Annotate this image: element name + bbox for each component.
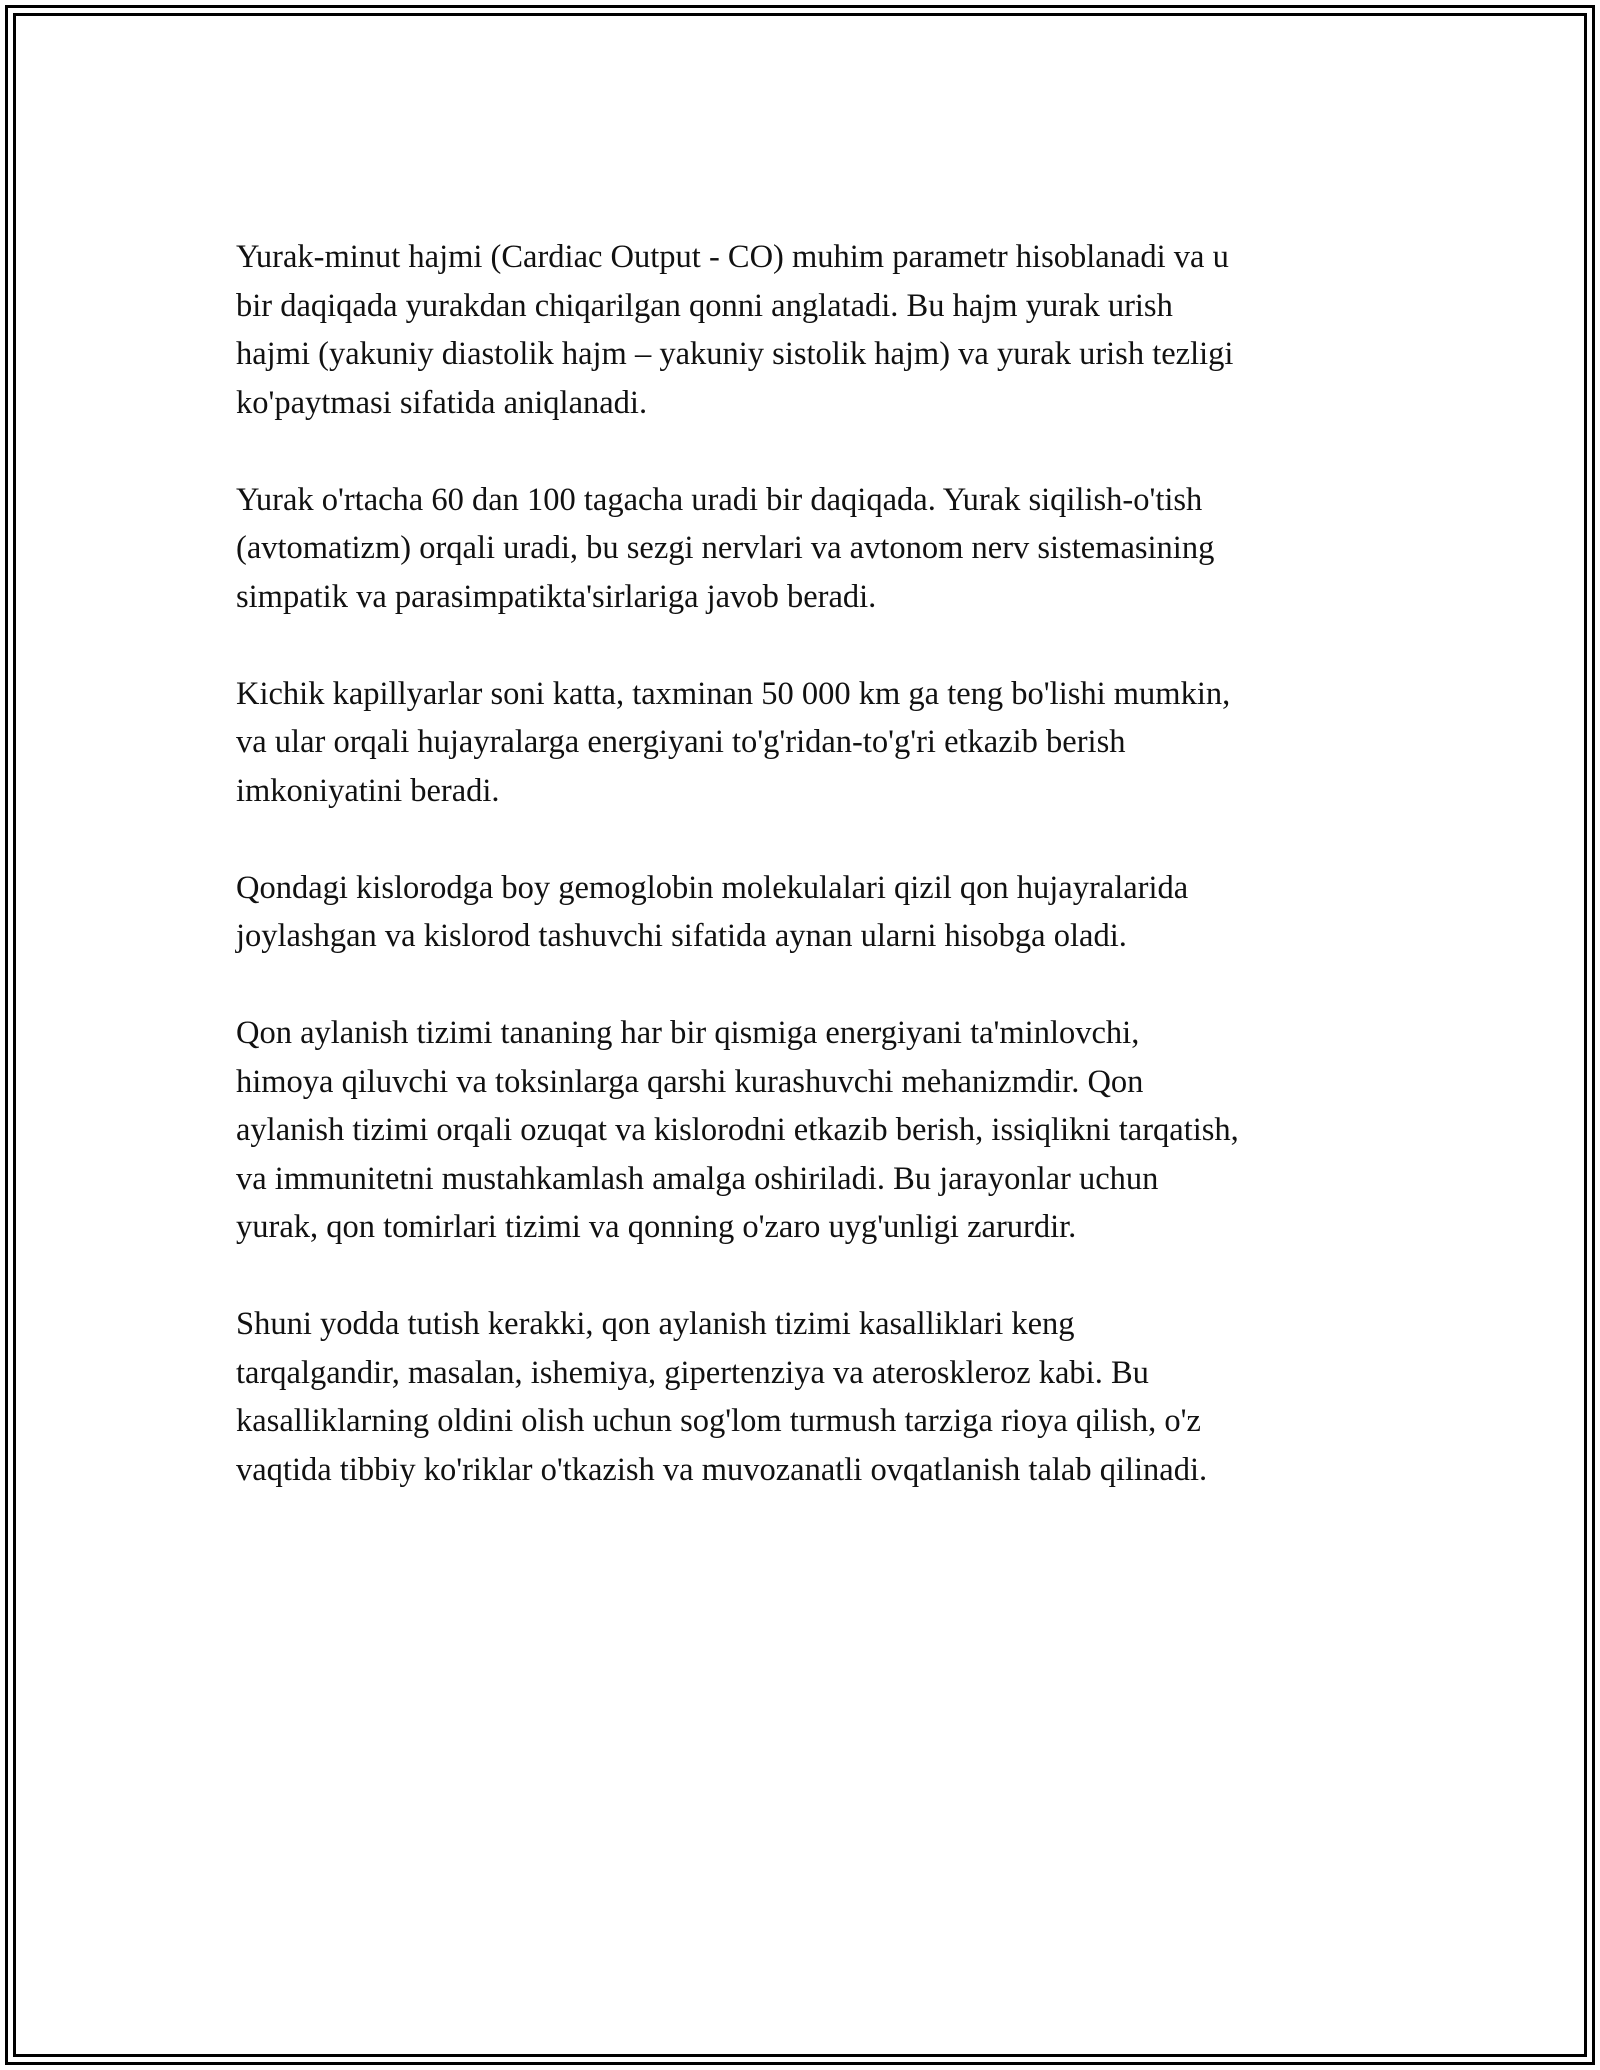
text-line: joylashgan va kislorod tashuvchi sifatida aynan ularni hisobga oladi. <box>236 918 1127 954</box>
text-line: kasalliklarning oldini olish uchun sog'lom turmush tarziga rioya qilish, o'z <box>236 1403 1201 1439</box>
text-line: va ular orqali hujayralarga energiyani to'g'ridan-to'g'ri etkazib berish <box>236 724 1126 760</box>
text-line: tarqalgandir, masalan, ishemiya, gipertenziya va ateroskleroz kabi. Bu <box>236 1354 1149 1391</box>
paragraph-hemoglobin <box>236 864 1386 961</box>
text-line: imkoniyatini beradi. <box>236 772 500 809</box>
text-line: himoya qiluvchi va toksinlarga qarshi kurashuvchi mehanizmdir. Qon <box>236 1063 1144 1100</box>
text-line: Yurak o'rtacha 60 dan 100 tagacha uradi bir daqiqada. Yurak siqilish-o'tish <box>236 481 1203 518</box>
text-line: simpatik va parasimpatikta'sirlariga javob beradi. <box>236 578 877 615</box>
text-line: va immunitetni mustahkamlash amalga oshiriladi. Bu jarayonlar uchun <box>236 1160 1159 1197</box>
paragraph-heart-rate <box>236 476 1386 622</box>
text-line: aylanish tizimi orqali ozuqat va kislorodni etkazib berish, issiqlikni tarqatish, <box>236 1112 1239 1148</box>
text-line: vaqtida tibbiy ko'riklar o'tkazish va muvozanatli ovqatlanish talab qilinadi. <box>236 1451 1208 1488</box>
text-line: Kichik kapillyarlar soni katta, taxminan 50 000 km ga teng bo'lishi mumkin, <box>236 675 1231 712</box>
text-line: Qondagi kislorodga boy gemoglobin molekulalari qizil qon hujayralarida <box>236 869 1189 906</box>
document-body <box>236 233 1386 1543</box>
paragraph-circulatory-system <box>236 1009 1386 1252</box>
text-line: (avtomatizm) orqali uradi, bu sezgi nervlari va avtonom nerv sistemasining <box>236 530 1215 566</box>
text-line: Yurak-minut hajmi (Cardiac Output - CO) muhim parametr hisoblanadi va u <box>236 239 1229 275</box>
text-line: Shuni yodda tutish kerakki, qon aylanish tizimi kasalliklari keng <box>236 1306 1075 1342</box>
paragraph-cardiac-output <box>236 233 1386 427</box>
text-line: yurak, qon tomirlari tizimi va qonning o'zaro uyg'unligi zarurdir. <box>236 1209 1077 1245</box>
text-line: hajmi (yakuniy diastolik hajm – yakuniy sistolik hajm) va yurak urish tezligi <box>236 336 1234 372</box>
text-line: Qon aylanish tizimi tananing har bir qismiga energiyani ta'minlovchi, <box>236 1015 1140 1051</box>
text-line: ko'paytmasi sifatida aniqlanadi. <box>236 384 648 421</box>
paragraph-capillaries <box>236 670 1386 816</box>
paragraph-diseases <box>236 1300 1386 1494</box>
text-line: bir daqiqada yurakdan chiqarilgan qonni anglatadi. Bu hajm yurak urish <box>236 287 1173 324</box>
